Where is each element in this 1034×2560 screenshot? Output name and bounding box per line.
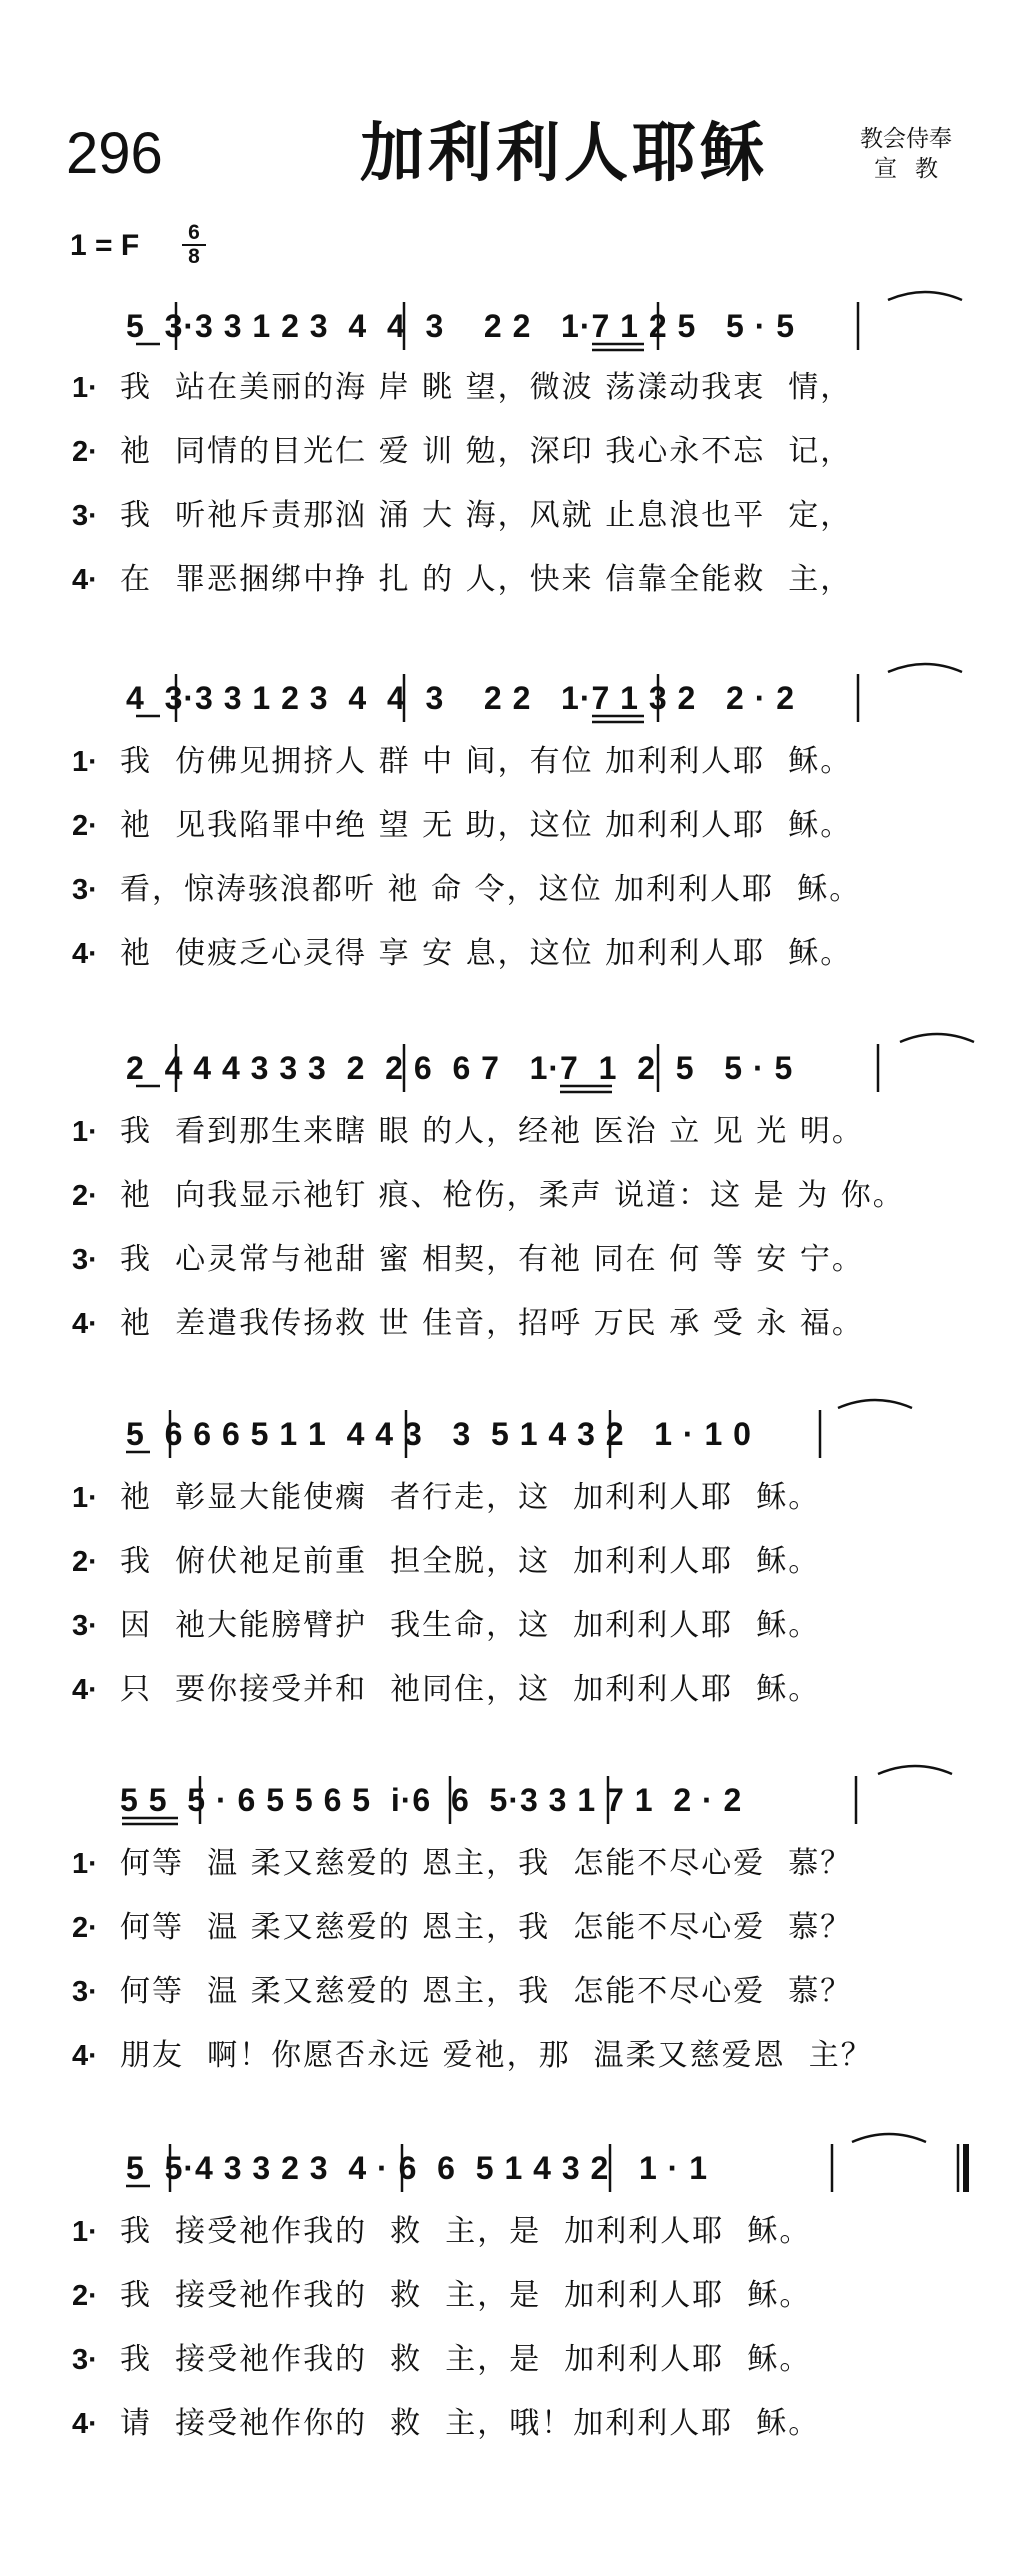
verse-number: 4· [72, 2408, 98, 2440]
lyric-text: 朋友 啊！你愿否永远 爱祂，那 温柔又慈爱恩 主？ [120, 2038, 873, 2073]
verse-line [72, 560, 852, 600]
notation-line-4: 5 6 6 6 5 1 1 4 4 3 3 5 1 4 3 2 1 · 1 0 [126, 1416, 752, 1452]
verse-number: 3· [72, 500, 98, 532]
verse-number: 1· [72, 1482, 98, 1514]
notation-line-1: 5 3·3 3 1 2 3 4 4 3 2 2 1·7 1 2 5 5 · 5 [126, 308, 796, 344]
verse-line [72, 1972, 852, 2012]
verse-line [72, 2404, 820, 2444]
verse-line [72, 1478, 820, 1518]
verse-line [72, 1908, 852, 1948]
verse-line [72, 1844, 852, 1884]
notation-line-5: 5 5 5 · 6 5 5 6 5 i·6 6 5·3 3 1 7 1 2 · 2 [120, 1782, 743, 1818]
verse-line [72, 742, 852, 782]
key-signature: 1 = F [70, 229, 140, 262]
hymn-category [860, 124, 956, 184]
lyric-text: 我 看到那生来瞎 眼 的人，经祂 医治 立 见 光 明。 [120, 1114, 864, 1149]
verse-number: 2· [72, 1546, 98, 1578]
lyric-text: 在 罪恶捆绑中挣 扎 的 人，快来 信靠全能救 主， [120, 562, 853, 597]
lyric-text: 看，惊涛骇浪都听 祂 命 令，这位 加利利人耶 稣。 [120, 872, 862, 907]
time-signature [182, 222, 206, 268]
lyric-text: 我 站在美丽的海 岸 眺 望，微波 荡漾动我衷 情， [120, 370, 853, 405]
lyric-text: 我 接受祂作我的 救 主，是 加利利人耶 稣。 [120, 2342, 812, 2377]
lyric-text: 祂 彰显大能使瘸 者行走，这 加利利人耶 稣。 [120, 1480, 821, 1515]
lyric-text: 何等 温 柔又慈爱的 恩主，我 怎能不尽心爱 慕？ [120, 1910, 853, 1945]
lyric-text: 我 接受祂作我的 救 主，是 加利利人耶 稣。 [120, 2278, 812, 2313]
verse-number: 3· [72, 1976, 98, 2008]
lyric-text: 请 接受祂作你的 救 主，哦！加利利人耶 稣。 [120, 2406, 821, 2441]
verse-line [72, 1112, 864, 1152]
verse-number: 3· [72, 1244, 98, 1276]
verse-line [72, 1304, 864, 1344]
notation-line-2: 4 3·3 3 1 2 3 4 4 3 2 2 1·7 1 3 2 2 · 2 [126, 680, 796, 716]
verse-line [72, 2340, 811, 2380]
verse-line [72, 1542, 820, 1582]
category-line-2: 宣教 [874, 156, 956, 182]
verse-line [72, 2036, 873, 2076]
verse-number: 2· [72, 810, 98, 842]
verse-line [72, 1176, 905, 1216]
lyric-text: 我 心灵常与祂甜 蜜 相契，有祂 同在 何 等 安 宁。 [120, 1242, 864, 1277]
verse-number: 4· [72, 1674, 98, 1706]
verse-line [72, 1606, 820, 1646]
verse-line [72, 2212, 811, 2252]
verse-number: 1· [72, 1848, 98, 1880]
verse-number: 1· [72, 2216, 98, 2248]
verse-number: 2· [72, 2280, 98, 2312]
verse-number: 2· [72, 436, 98, 468]
verse-line [72, 496, 852, 536]
verse-number: 3· [72, 874, 98, 906]
lyric-text: 只 要你接受并和 祂同住，这 加利利人耶 稣。 [120, 1672, 821, 1707]
lyric-text: 祂 向我显示祂钉 痕、枪伤，柔声 说道：这 是 为 你。 [120, 1178, 905, 1213]
verse-number: 4· [72, 1308, 98, 1340]
notation-line-3: 2 4 4 4 3 3 3 2 2 6 6 7 1·7 1 2 5 5 · 5 [126, 1050, 794, 1086]
time-signature-bottom: 8 [188, 245, 200, 268]
category-line-1: 教会侍奉 [860, 126, 952, 152]
lyric-text: 我 听祂斥责那汹 涌 大 海，风就 止息浪也平 定， [120, 498, 853, 533]
verse-line [72, 934, 852, 974]
verse-number: 2· [72, 1180, 98, 1212]
hymn-title: 加利利人耶稣 [360, 117, 768, 191]
verse-number: 1· [72, 372, 98, 404]
verse-number: 1· [72, 746, 98, 778]
verse-number: 4· [72, 938, 98, 970]
lyric-text: 因 祂大能膀臂护 我生命，这 加利利人耶 稣。 [120, 1608, 821, 1643]
verse-line [72, 806, 852, 846]
verse-line [72, 1240, 864, 1280]
verse-line [72, 870, 861, 910]
verse-number: 1· [72, 1116, 98, 1148]
verse-number: 3· [72, 2344, 98, 2376]
verse-line [72, 368, 852, 408]
lyric-text: 何等 温 柔又慈爱的 恩主，我 怎能不尽心爱 慕？ [120, 1846, 853, 1881]
hymn-number: 296 [66, 121, 163, 186]
lyric-text: 祂 同情的目光仁 爱 训 勉，深印 我心永不忘 记， [120, 434, 853, 469]
lyric-text: 我 俯伏祂足前重 担全脱，这 加利利人耶 稣。 [120, 1544, 821, 1579]
lyric-text: 祂 见我陷罪中绝 望 无 助，这位 加利利人耶 稣。 [120, 808, 853, 843]
verse-line [72, 1670, 820, 1710]
verse-line [72, 432, 852, 472]
time-signature-top: 6 [182, 222, 206, 246]
verse-number: 4· [72, 564, 98, 596]
lyric-text: 祂 使疲乏心灵得 享 安 息，这位 加利利人耶 稣。 [120, 936, 853, 971]
lyric-text: 何等 温 柔又慈爱的 恩主，我 怎能不尽心爱 慕？ [120, 1974, 853, 2009]
verse-number: 3· [72, 1610, 98, 1642]
lyric-text: 我 接受祂作我的 救 主，是 加利利人耶 稣。 [120, 2214, 812, 2249]
notation-line-6: 5 5·4 3 3 2 3 4 · 6 6 5 1 4 3 2 1 · 1 [126, 2150, 708, 2186]
lyric-text: 我 仿佛见拥挤人 群 中 间，有位 加利利人耶 稣。 [120, 744, 853, 779]
verse-line [72, 2276, 811, 2316]
verse-number: 4· [72, 2040, 98, 2072]
lyric-text: 祂 差遣我传扬救 世 佳音，招呼 万民 承 受 永 福。 [120, 1306, 864, 1341]
verse-number: 2· [72, 1912, 98, 1944]
